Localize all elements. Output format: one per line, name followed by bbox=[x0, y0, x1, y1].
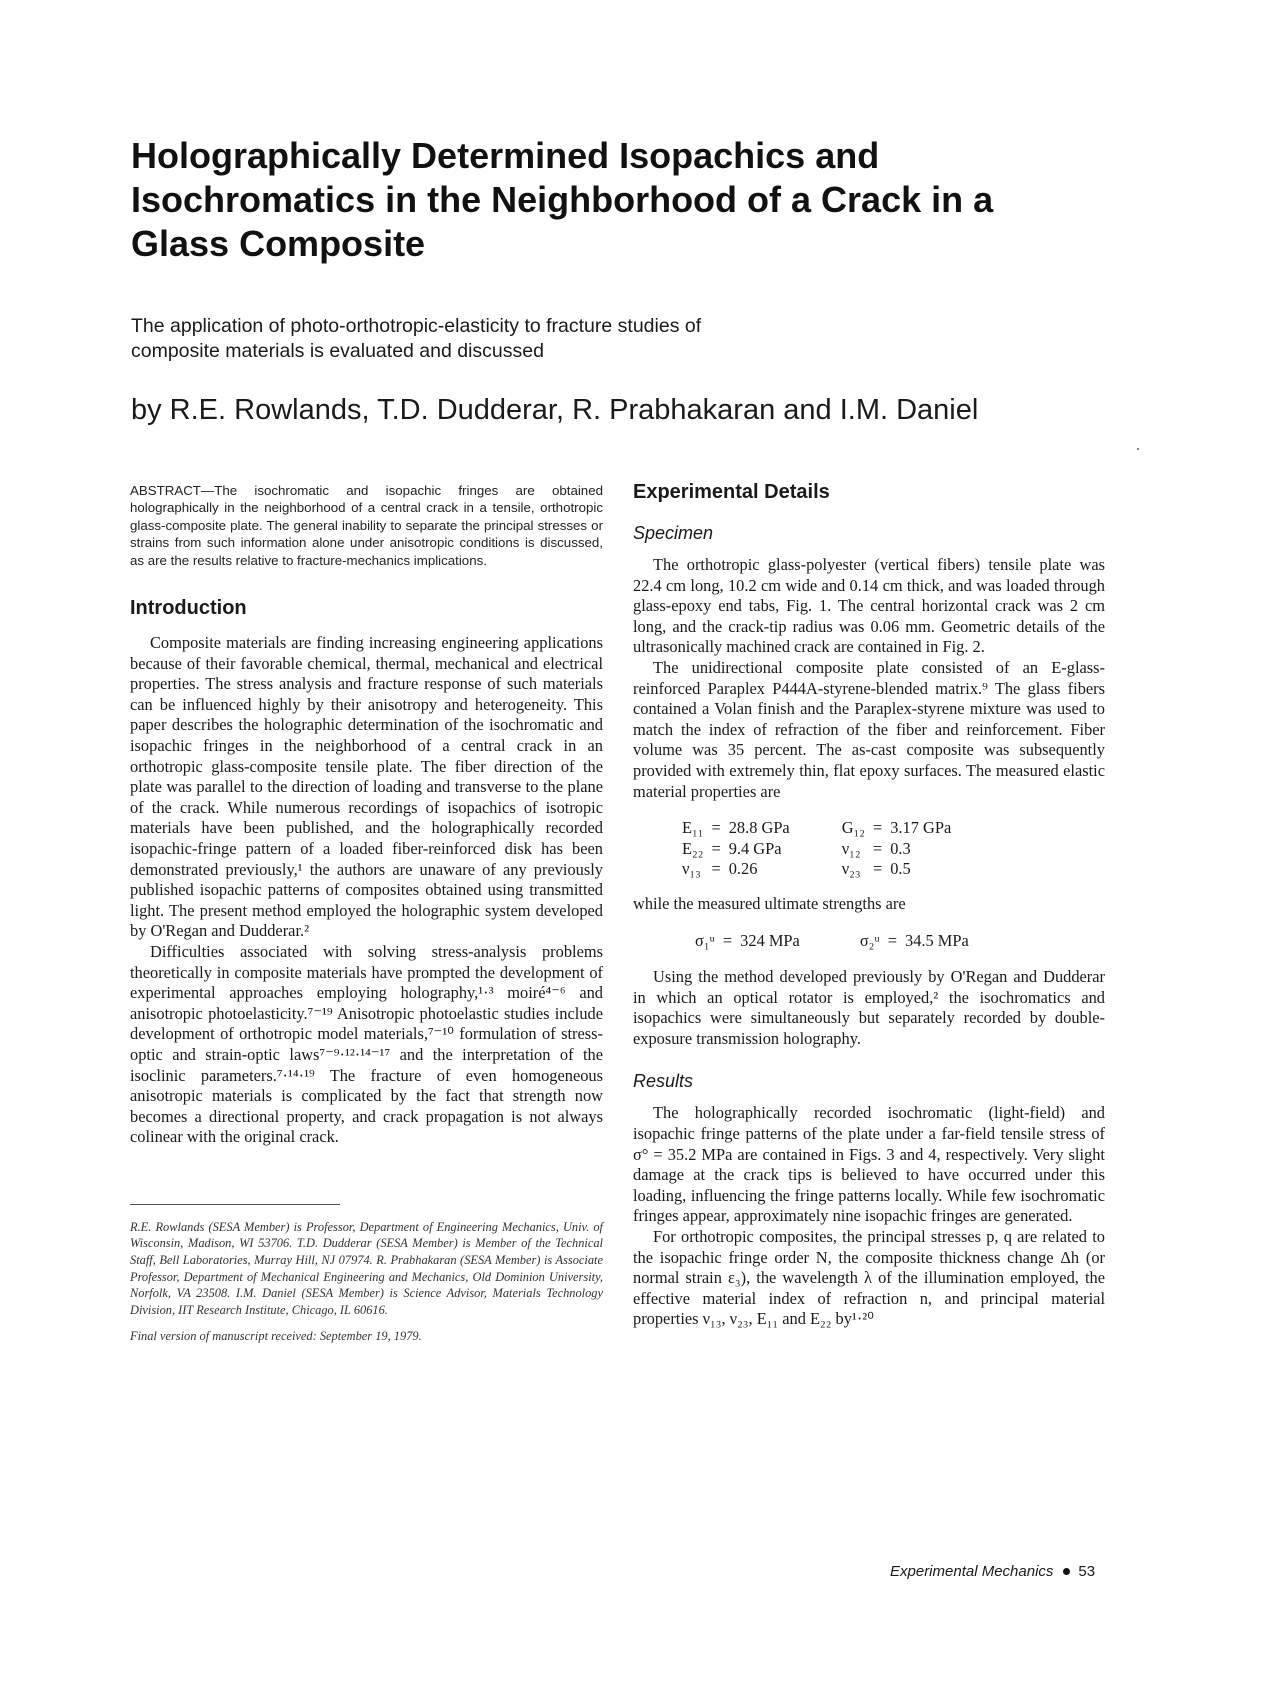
specimen-heading: Specimen bbox=[633, 523, 714, 543]
paper-title: Holographically Determined Isopachics and Isochromatics in the Neighborhood of a Crack in a Glass Composite bbox=[131, 135, 994, 264]
property-symbol: ν₁₃ bbox=[682, 859, 701, 879]
strengths-table bbox=[691, 931, 973, 952]
page-footer bbox=[890, 1563, 1095, 1580]
elastic-properties-table bbox=[678, 818, 955, 880]
page-number: 53 bbox=[1078, 1563, 1096, 1580]
specimen-paragraph-2: The unidirectional composite plate consisted of an E-glass-reinforced Paraplex P444A-styrene-blended matrix.⁹ The glass fibers contained a Volan finish and the Paraplex-styrene mixture was used to match the index of refraction of the fiber and reinforcement. Fiber volume was 35 percent. The as-cast composite was subsequently provided with extremely thin, flat epoxy surfaces. The measured elastic material properties are bbox=[633, 657, 1105, 801]
left-column bbox=[130, 480, 603, 1345]
experimental-heading: Experimental Details bbox=[633, 481, 830, 503]
method-paragraph: Using the method developed previously by O'Regan and Dudderar in which an optical rotator is employed,² the isochromatics and isopachics were simultaneously but separately recorded by double-exposure transmission holography. bbox=[633, 967, 1105, 1048]
property-value: 28.8 GPa bbox=[728, 818, 790, 838]
scan-speck bbox=[1137, 448, 1139, 450]
author-affiliations: R.E. Rowlands (SESA Member) is Professor, Department of Engineering Mechanics, Univ. of Wisconsin, Madison, WI 53706. T.D. Dudderar (SESA Member) is Member of the Technical Staff, Bell Laboratories, Murray Hill, NJ 07974. R. Prabhakaran (SESA Member) is Associate Professor, Department of Mechanical Engineering and Mechanics, Old Dominion University, Norfolk, VA 23508. I.M. Daniel (SESA Member) is Science Advisor, Materials Technology Division, IIT Research Institute, Chicago, IL 60616. bbox=[130, 1219, 603, 1317]
property-symbol: ν₂₃ bbox=[841, 859, 861, 879]
journal-name: Experimental Mechanics bbox=[890, 1563, 1054, 1580]
strength-symbol: σ₂ᵘ bbox=[859, 930, 880, 950]
property-row: E₂₂ = 9.4 GPa ν₁₂ = 0.3 bbox=[678, 839, 955, 860]
right-column bbox=[633, 479, 1105, 1330]
strengths-intro: while the measured ultimate strengths are bbox=[633, 893, 906, 913]
bullet-icon bbox=[1063, 1568, 1070, 1575]
property-row: E₁₁ = 28.8 GPa G₁₂ = 3.17 GPa bbox=[678, 818, 955, 839]
results-paragraph-1: The holographically recorded isochromatic (light-field) and isopachic fringe patterns of the plate under a far-field tensile stress of σ° = 35.2 MPa are contained in Figs. 3 and 4, respectively. Very slight damage at the crack tips is believed to have occurred under this loading, influencing the fringe patterns locally. While few isochromatic fringes appear, approximately nine isopachic fringes are generated. bbox=[633, 1103, 1105, 1226]
results-heading: Results bbox=[633, 1071, 694, 1092]
property-symbol: ν₁₂ bbox=[841, 838, 861, 858]
property-symbol: E₂₂ bbox=[682, 838, 704, 858]
paper-subtitle: The application of photo-orthotropic-elasticity to fracture studies of composite materials is evaluated and discussed bbox=[131, 315, 702, 362]
property-row: ν₁₃ = 0.26 ν₂₃ = 0.5 bbox=[678, 859, 955, 880]
author-line: by R.E. Rowlands, T.D. Dudderar, R. Prabhakaran and I.M. Daniel bbox=[131, 394, 979, 426]
strength-row: σ₁ᵘ = 324 MPa σ₂ᵘ = 34.5 MPa bbox=[691, 931, 973, 952]
property-value: 0.3 bbox=[890, 838, 911, 858]
strength-value: 324 MPa bbox=[740, 930, 800, 950]
manuscript-received: Final version of manuscript received: September 19, 1979. bbox=[130, 1329, 422, 1344]
introduction-heading: Introduction bbox=[130, 597, 247, 620]
footnote-rule bbox=[130, 1204, 340, 1205]
property-value: 9.4 GPa bbox=[728, 838, 782, 858]
property-value: 3.17 GPa bbox=[890, 818, 952, 838]
intro-paragraph-2: Difficulties associated with solving stress-analysis problems theoretically in composite materials have prompted the development of experimental approaches employing holography,¹·³ moiré⁴⁻⁶ and anisotropic photoelasticity.⁷⁻¹⁹ Anisotropic photoelastic studies include development of orthotropic model materials,⁷⁻¹⁰ formulation of stress-optic and strain-optic laws⁷⁻⁹·¹²·¹⁴⁻¹⁷ and the interpretation of the isoclinic parameters.⁷·¹⁴·¹⁹ The fracture of even homogeneous anisotropic materials is complicated by the fact that strength now becomes a directional property, and crack propagation is not always colinear with the original crack. bbox=[130, 941, 603, 1147]
abstract: ABSTRACT—The isochromatic and isopachic fringes are obtained holographically in the neighborhood of a central crack in a tensile, orthotropic glass-composite plate. The general inability to separate the principal stresses or strains from such information alone under anisotropic conditions is discussed, as are the results relative to fracture-mechanics implications. bbox=[130, 483, 603, 568]
property-value: 0.5 bbox=[890, 859, 911, 879]
strength-symbol: σ₁ᵘ bbox=[695, 930, 715, 950]
intro-paragraph-1: Composite materials are finding increasing engineering applications because of their favorable chemical, thermal, mechanical and electrical properties. The stress analysis and fracture response of such materials can be influenced highly by their anisotropy and heterogeneity. This paper describes the holographic determination of the isochromatic and isopachic fringes in the neighborhood of a central crack in an orthotropic glass-composite tensile plate. The fiber direction of the plate was parallel to the direction of loading and transverse to the plane of the crack. While numerous recordings of isopachics of isotropic materials have been published, and the holographically recorded isopachic-fringe pattern of a loaded fiber-reinforced disk has been demonstrated previously,¹ the authors are unaware of any previously published isopachic patterns of composites obtained using transmitted light. The present method employed the holographic system developed by O'Regan and Dudderar.² bbox=[130, 633, 603, 941]
property-symbol: G₁₂ bbox=[841, 818, 865, 838]
results-paragraph-2: For orthotropic composites, the principal stresses p, q are related to the isopachic fringe order N, the composite thickness change Δh (or normal strain ε₃), the wavelength λ of the illumination employed, the effective material index of refraction n, and principal material properties ν₁₃, ν₂₃, E₁₁ and E₂₂ by¹·²⁰ bbox=[633, 1227, 1105, 1329]
property-symbol: E₁₁ bbox=[682, 818, 704, 838]
strength-value: 34.5 MPa bbox=[905, 930, 969, 950]
property-value: 0.26 bbox=[728, 859, 758, 879]
specimen-paragraph-1: The orthotropic glass-polyester (vertical fibers) tensile plate was 22.4 cm long, 10.2 cm wide and 0.14 cm thick, and was loaded through glass-epoxy end tabs, Fig. 1. The central horizontal crack was 2 cm long, and the crack-tip radius was 0.06 mm. Geometric details of the ultrasonically machined crack are contained in Fig. 2. bbox=[633, 555, 1105, 657]
